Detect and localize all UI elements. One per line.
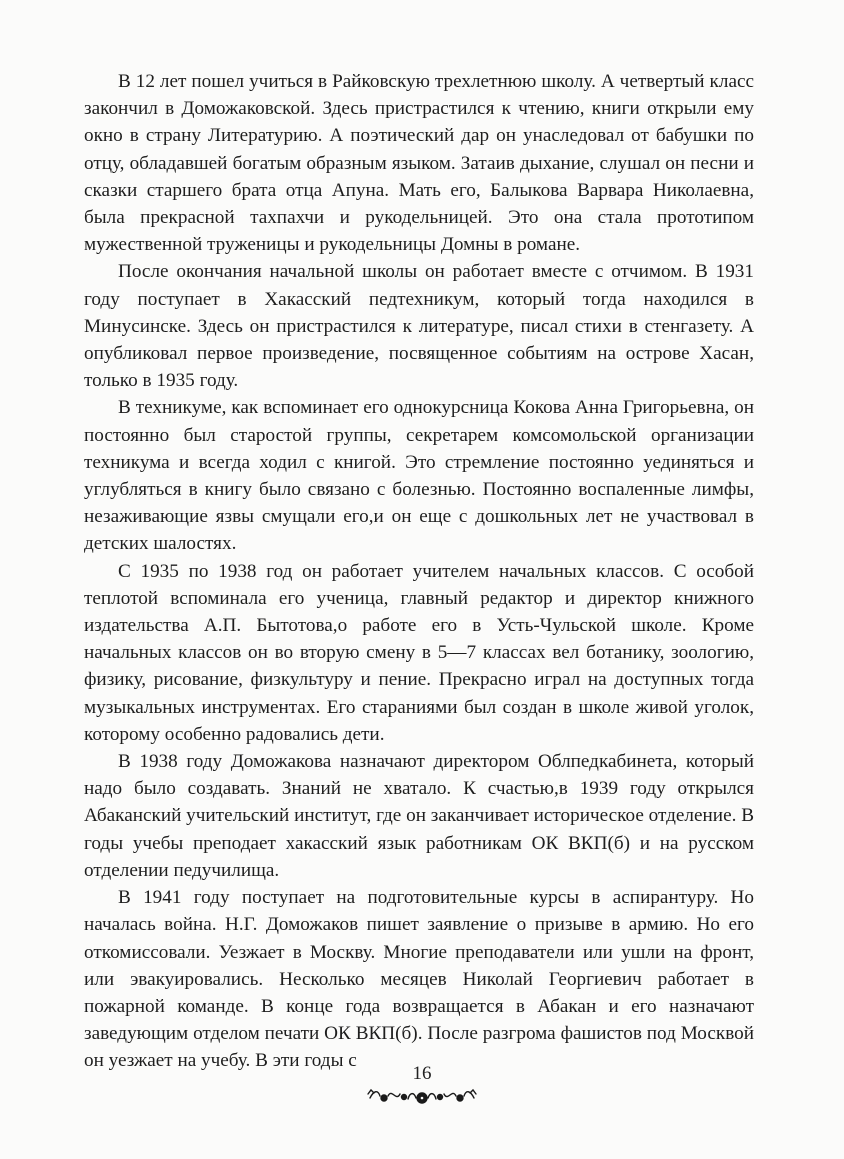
page-number: 16 [412,1063,432,1084]
paragraph-war-years: В 1941 году поступает на подготовительные курсы в аспирантуру. Но началась война. Н.Г. Доможаков пишет заявление о призыве в армию. Но его откомиссовали. Уезжает в Москву. Многие преподаватели или ушли на фронт, или эвакуировались. Несколько месяцев Николай Георгиевич работает в пожарной команде. В конце года возвращается в Абакан и его назначают заведующим отделом печати ОК ВКП(б). После разгрома фашистов под Москвой он уезжает на учебу. В эти годы с [84,887,754,1072]
paragraph-school-years: В 12 лет пошел учиться в Райковскую трехлетнюю школу. А четвертый класс закончил в Доможаковской. Здесь пристрастился к чтению, книги открыли ему окно в страну Литературию. А поэтический дар он унаследовал от бабушки по отцу, обладавшей богатым образным языком. Затаив дыхание, слушал он песни и сказки старшего брата отца Апуна. Мать его, Балыкова Варвара Николаевна, была прекрасной тахпахчи и рукодельницей. Это она стала прототипом мужественной труженицы и рукодельницы Домны в романе. [84,71,754,256]
paragraph-oblpedkabinet: В 1938 году Доможакова назначают директором Облпедкабинета, который надо было создавать. Знаний не хватало. К счастью,в 1939 году открылся Абаканский учительский институт, где он заканчивает историческое отделение. В годы учебы преподает хакасский язык работникам ОК ВКП(б) и на русском отделении педучилища. [84,751,754,881]
floral-ornament-icon [362,1084,482,1108]
body-text [84,68,754,1075]
paragraph-technikum-memories: В техникуме, как вспоминает его однокурсница Кокова Анна Григорьевна, он постоянно был старостой группы, секретарем комсомольской организации техникума и всегда ходил с книгой. Это стремление постоянно уединяться и углубляться в книгу было связано с болезнью. Постоянно воспаленные лимфы, незаживающие язвы смущали его,и он еще с дошкольных лет не участвовал в детских шалостях. [84,397,754,555]
page-footer [0,1064,844,1108]
paragraph-pedtechnikum: После окончания начальной школы он работает вместе с отчимом. В 1931 году поступает в Хакасский педтехникум, который тогда находился в Минусинске. Здесь он пристрастился к литературе, писал стихи в стенгазету. А опубликовал первое произведение, посвященное событиям на острове Хасан, только в 1935 году. [84,261,754,392]
paragraph-teacher-years: С 1935 по 1938 год он работает учителем начальных классов. С особой теплотой вспоминала его ученица, главный редактор и директор книжного издательства А.П. Бытотова,о работе его в Усть-Чульской школе. Кроме начальных классов он во вторую смену в 5—7 классах вел ботанику, зоологию, физику, рисование, физкультуру и пение. Прекрасно играл на доступных тогда музыкальных инструментах. Его стараниями был создан в школе живой уголок, которому особенно радовались дети. [84,560,754,745]
